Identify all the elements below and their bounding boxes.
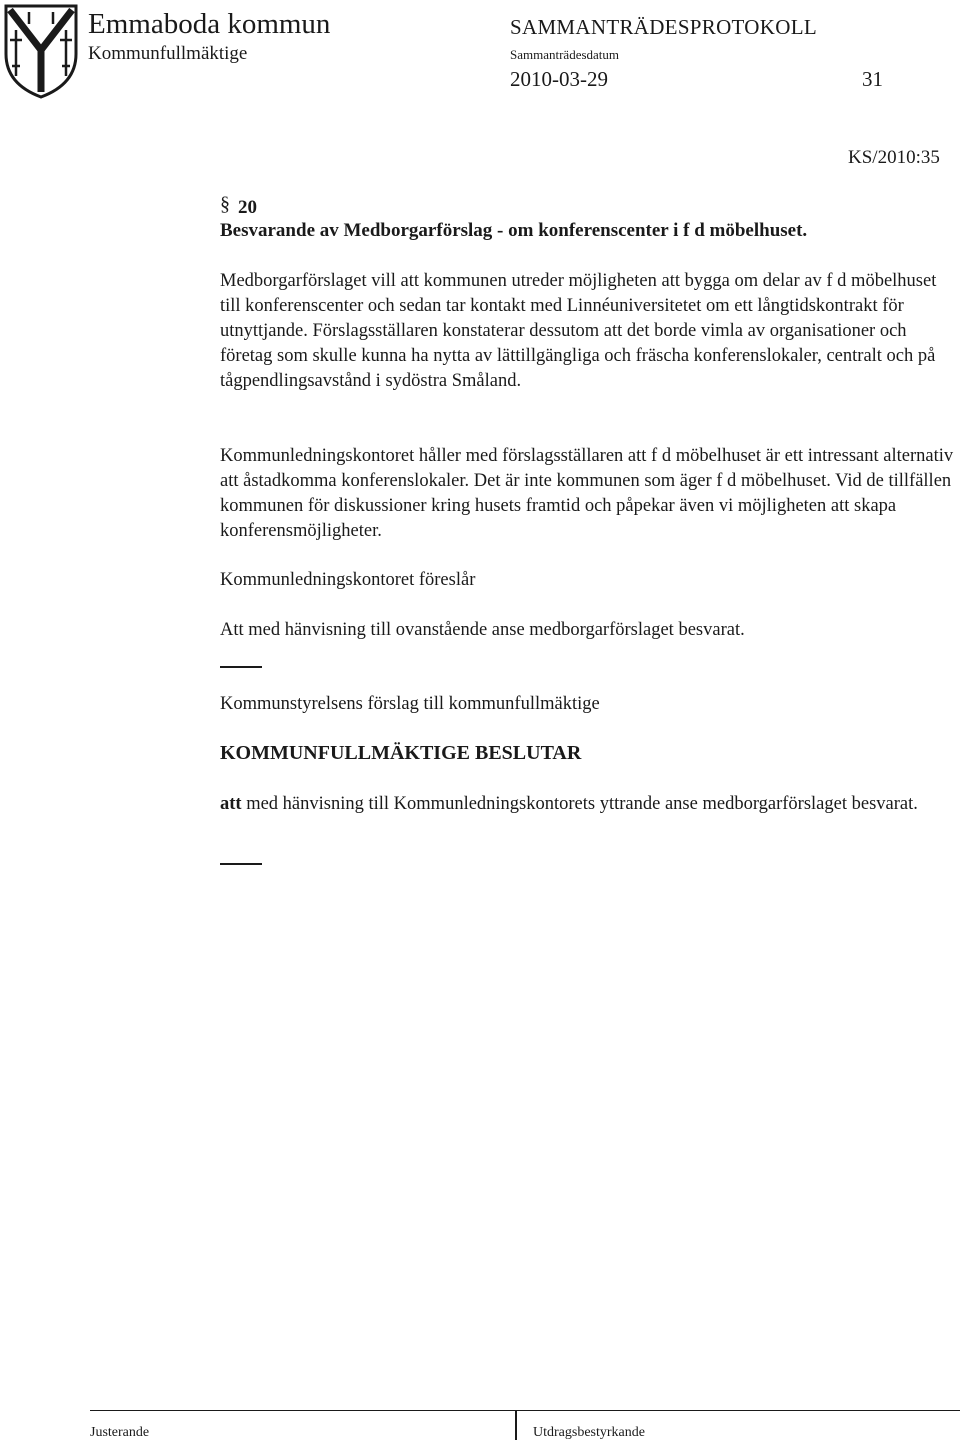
decision-heading: KOMMUNFULLMÄKTIGE BESLUTAR [220, 742, 582, 764]
paragraph-board-proposal: Kommunstyrelsens förslag till kommunfullmäktige [220, 694, 600, 714]
document-type: SAMMANTRÄDESPROTOKOLL [510, 15, 817, 39]
organization-body: Kommunfullmäktige [88, 43, 248, 64]
section-sign: § [220, 193, 230, 215]
paragraph-office-proposes: Kommunledningskontoret föreslår [220, 570, 476, 590]
coat-of-arms-icon [2, 2, 80, 100]
footer-justerande: Justerande [90, 1425, 150, 1440]
meeting-date-label: Sammanträdesdatum [510, 47, 620, 62]
footer-divider [515, 1410, 517, 1440]
decision-keyword: att [220, 794, 242, 814]
footer-utdragsbestyrkande: Utdragsbestyrkande [533, 1425, 645, 1440]
paragraph-office-recommendation: Att med hänvisning till ovanstående anse medborgarförslaget besvarat. [220, 620, 745, 640]
separator-rule [220, 863, 262, 865]
paragraph-office-opinion: Kommunledningskontoret håller med förslagsställaren att f d möbelhuset är ett intressant alternativ att åstadkomma konferenslokaler. Det är inte kommunen som äger f d möbelhuset. Vid de tillfällen kommunen för diskussioner kring husets framtid och påpekar även vi möjligheten att skapa konferensmöjligheter. [220, 446, 954, 541]
section-title: Besvarande av Medborgarförslag - om konferenscenter i f d möbelhuset. [220, 220, 808, 241]
footer-rule [90, 1410, 960, 1411]
proposal-observation: Förslagsställaren konstaterar dessutom att det borde vimla av organisationer och företag som skulle kunna ha nytta av lättillgängliga och fräscha konferenslokaler, centralt och på tågpendlingsavstånd i sydöstra Småland. [220, 321, 936, 391]
section-number: 20 [238, 197, 257, 218]
meeting-date: 2010-03-29 [510, 67, 608, 91]
paragraph-proposal [220, 269, 960, 394]
decision-text: med hänvisning till Kommunledningskontorets yttrande anse medborgarförslaget besvarat. [241, 794, 918, 814]
organization-name: Emmaboda kommun [88, 8, 331, 40]
paragraph-decision [220, 792, 960, 817]
separator-rule [220, 666, 262, 668]
proposal-summary: Medborgarförslaget vill att kommunen utreder möjligheten att bygga om delar av f d möbelhuset till konferenscenter och sedan tar kontakt med Linnéuniversitetet om ett långtidskontrakt för utnyttjande. [220, 271, 937, 341]
page-number: 31 [862, 67, 883, 91]
case-number: KS/2010:35 [848, 147, 940, 168]
